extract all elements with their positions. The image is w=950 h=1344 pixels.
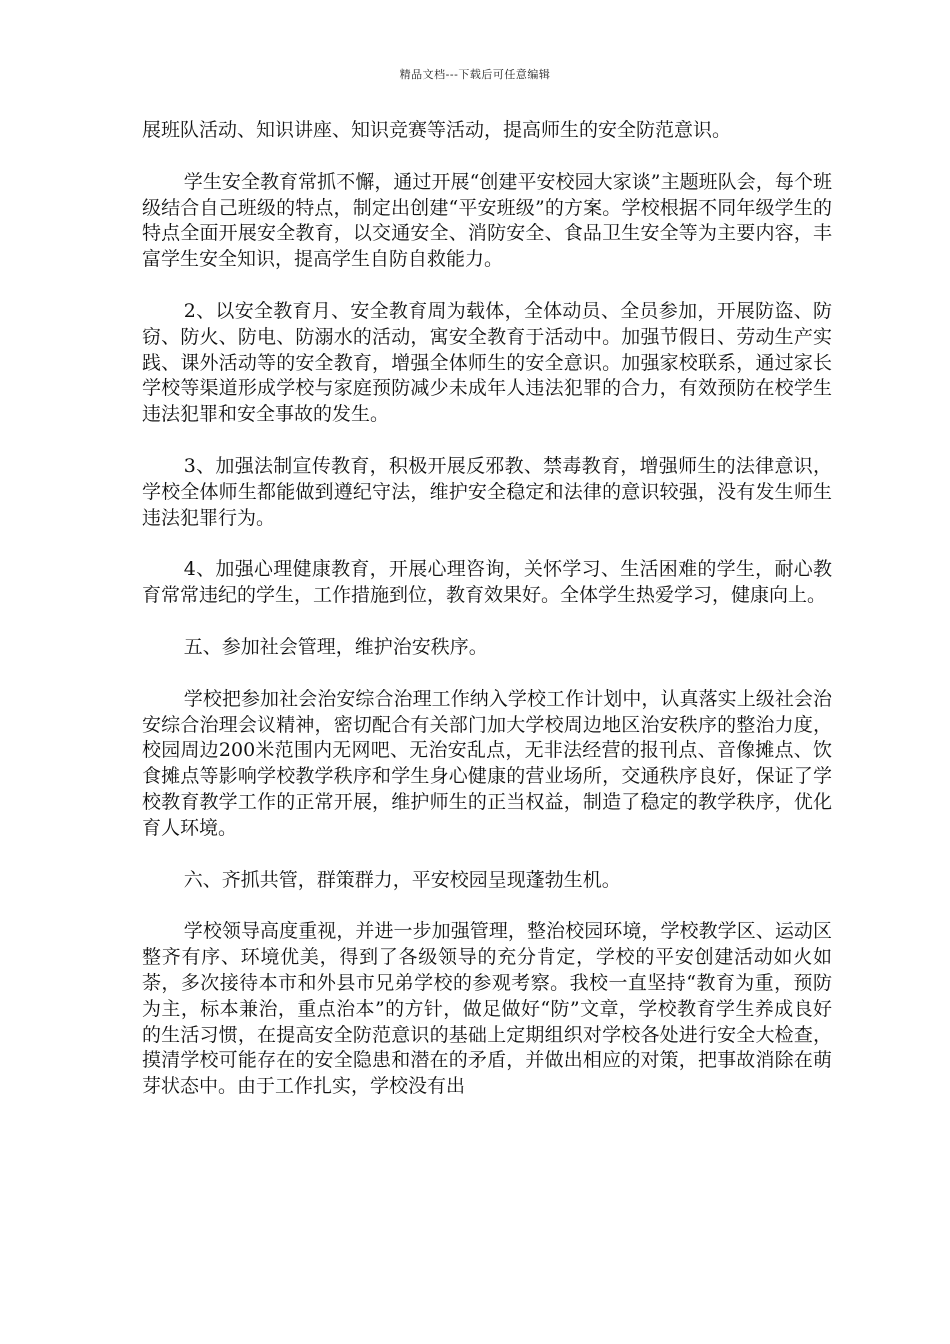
- paragraph-leadership: 学校领导高度重视，并进一步加强管理，整治校园环境，学校教学区、运动区整齐有序、环境优美，得到了各级领导的充分肯定，学校的平安创建活动如火如荼，多次接待本市和外县市兄弟学校的参观考察。我校一直坚持“教育为重，预防为主，标本兼治，重点治本”的方针，做足做好“防”文章，学校教育学生养成良好的生活习惯，在提高安全防范意识的基础上定期组织对学校各处进行安全大检查，摸清学校可能存在的安全隐患和潜在的矛盾，并做出相应的对策，把事故消除在萌芽状态中。由于工作扎实，学校没有出: [142, 920, 832, 1098]
- paragraph-item-2: 2、以安全教育月、安全教育周为载体，全体动员、全员参加，开展防盗、防窃、防火、防电、防溺水的活动，寓安全教育于活动中。加强节假日、劳动生产实践、课外活动等的安全教育，增强全体师生的安全意识。加强家校联系，通过家长学校等渠道形成学校与家庭预防减少未成年人违法犯罪的合力，有效预防在校学生违法犯罪和安全事故的发生。: [142, 299, 832, 426]
- page-header: 精品文档---下载后可任意编辑: [399, 68, 551, 81]
- paragraph-social-management: 学校把参加社会治安综合治理工作纳入学校工作计划中，认真落实上级社会治安综合治理会议精神，密切配合有关部门加大学校周边地区治安秩序的整治力度，校园周边200米范围内无网吧、无治安乱点，无非法经营的报刊点、音像摊点、饮食摊点等影响学校教学秩序和学生身心健康的营业场所，交通秩序良好，保证了学校教育教学工作的正常开展，维护师生的正当权益，制造了稳定的教学秩序，优化育人环境。: [142, 687, 832, 839]
- paragraph-item-3: 3、加强法制宣传教育，积极开展反邪教、禁毒教育，增强师生的法律意识，学校全体师生都能做到遵纪守法，维护安全稳定和法律的意识较强，没有发生师生违法犯罪行为。: [142, 454, 832, 529]
- paragraph-item-4: 4、加强心理健康教育，开展心理咨询，关怀学习、生活困难的学生，耐心教育常常违纪的学生，工作措施到位，教育效果好。全体学生热爱学习，健康向上。: [142, 558, 832, 607]
- paragraph-safety-education: 学生安全教育常抓不懈，通过开展“创建平安校园大家谈”主题班队会，每个班级结合自己班级的特点，制定出创建“平安班级”的方案。学校根据不同年级学生的特点全面开展安全教育，以交通安全、消防安全、食品卫生安全等为主要内容，丰富学生安全知识，提高学生自防自救能力。: [142, 170, 832, 271]
- section-heading-6: 六、齐抓共管，群策群力，平安校园呈现蓬勃生机。: [183, 868, 621, 891]
- section-heading-5: 五、参加社会管理，维护治安秩序。: [183, 635, 488, 658]
- document-body: [142, 118, 832, 1126]
- paragraph-continuation: 展班队活动、知识讲座、知识竞赛等活动，提高师生的安全防范意识。: [142, 119, 732, 141]
